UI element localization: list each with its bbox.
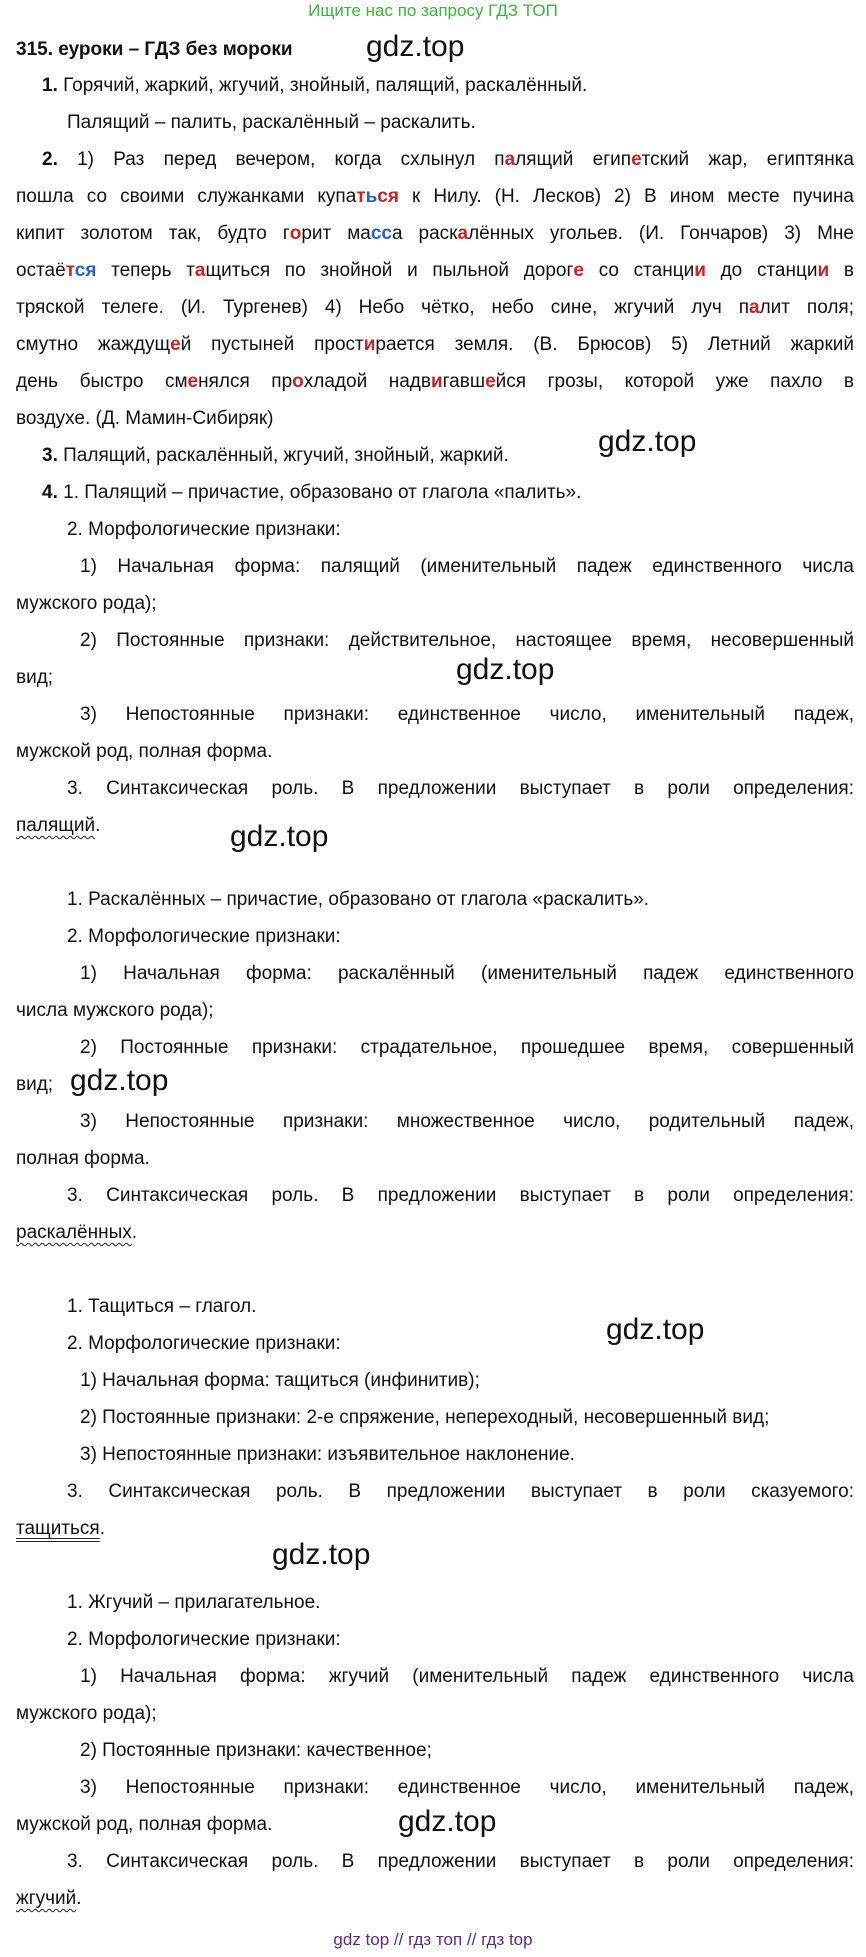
- parse2-l6a: 3. Синтаксическая роль. В предложении выступает в роли определения:: [67, 1185, 854, 1206]
- watermark: gdz.top: [598, 425, 697, 458]
- task4-line1: [42, 481, 854, 505]
- parse3-l1: 1. Тащиться – глагол.: [67, 1296, 257, 1317]
- parse3-word: тащиться: [16, 1518, 100, 1539]
- parse3-l3: 1) Начальная форма: тащиться (инфинитив);: [80, 1370, 480, 1391]
- parse4-l3a: 1) Начальная форма: жгучий (именительный падеж единственного числа: [80, 1666, 854, 1687]
- parse3-l6b: тащиться.: [16, 1518, 105, 1539]
- parse1-l6b: палящий.: [16, 815, 101, 836]
- parse4-l4: 2) Постоянные признаки: качественное;: [80, 1740, 432, 1761]
- task4-number: 4.: [42, 482, 58, 503]
- parse1-l3a: 1) Начальная форма: палящий (именительный падеж единственного числа: [80, 556, 854, 577]
- task2-line1: 2. 1) Раз перед вечером, когда схлынул палящий египетский жар, египтянка: [42, 149, 854, 170]
- parse1-l4a: 2) Постоянные признаки: действительное, настоящее время, несовершенный: [80, 630, 854, 651]
- parse1-l5b: мужской род, полная форма.: [16, 741, 273, 762]
- parse3-l4: 2) Постоянные признаки: 2-е спряжение, непереходный, несовершенный вид;: [80, 1407, 770, 1428]
- parse4-l3b: мужского рода);: [16, 1703, 157, 1724]
- task1-number: 1.: [42, 75, 58, 96]
- watermark: gdz.top: [272, 1538, 371, 1571]
- parse4-l1: 1. Жгучий – прилагательное.: [67, 1592, 321, 1613]
- parse2-l5b: полная форма.: [16, 1148, 150, 1169]
- watermark: gdz.top: [366, 30, 465, 63]
- task3-text: Палящий, раскалённый, жгучий, знойный, жаркий.: [63, 445, 509, 466]
- task2-line3: кипит золотом так, будто горит масса раскалённых угольев. (И. Гончаров) 3) Мне: [16, 223, 854, 244]
- task2-line5: тряской телеге. (И. Тургенев) 4) Небо чётко, небо сине, жгучий луч палит поля;: [16, 297, 855, 318]
- parse4-word: жгучий: [16, 1888, 77, 1909]
- parse2-l5a: 3) Непостоянные признаки: множественное число, родительный падеж,: [80, 1111, 854, 1132]
- parse2-l4a: 2) Постоянные признаки: страдательное, прошедшее время, совершенный: [80, 1037, 854, 1058]
- parse2-l1: 1. Раскалённых – причастие, образовано от глагола «раскалить».: [67, 889, 650, 910]
- task1-text: Горячий, жаркий, жгучий, знойный, палящий, раскалённый.: [63, 75, 588, 96]
- task2-number: 2.: [42, 149, 58, 170]
- parse4-l6b: жгучий.: [16, 1888, 82, 1909]
- ad-banner[interactable]: Ищите нас по запросу ГДЗ ТОП: [308, 1, 558, 20]
- parse4-l5b: мужской род, полная форма.: [16, 1814, 273, 1835]
- parse1-l4b: вид;: [16, 667, 54, 688]
- parse2-word: раскалённых: [16, 1222, 132, 1243]
- parse3-l2: 2. Морфологические признаки:: [67, 1333, 341, 1354]
- parse1-l2: 2. Морфологические признаки:: [67, 519, 341, 540]
- task2-line2: пошла со своими служанками купаться к Нилу. (Н. Лесков) 2) В ином месте пучина: [16, 186, 855, 207]
- parse4-l2: 2. Морфологические признаки:: [67, 1629, 341, 1650]
- task2-line4: остаётся теперь тащиться по знойной и пыльной дороге со станции до станции в: [16, 260, 854, 281]
- task1-line1: [42, 74, 854, 98]
- watermark: gdz.top: [398, 1805, 497, 1838]
- parse3-l6a: 3. Синтаксическая роль. В предложении выступает в роли сказуемого:: [67, 1481, 854, 1502]
- parse3-l5: 3) Непостоянные признаки: изъявительное наклонение.: [80, 1444, 575, 1465]
- parse4-l5a: 3) Непостоянные признаки: единственное число, именительный падеж,: [80, 1777, 854, 1798]
- footer-links[interactable]: gdz top // гдз топ // гдз top: [333, 1930, 533, 1949]
- parse1-l6a: 3. Синтаксическая роль. В предложении выступает в роли определения:: [67, 778, 854, 799]
- watermark: gdz.top: [606, 1313, 705, 1346]
- parse2-l4b: вид;: [16, 1074, 54, 1095]
- task1-line2: Палящий – палить, раскалённый – раскалить.: [67, 112, 476, 133]
- exercise-heading: 315. еуроки – ГДЗ без мороки: [16, 39, 293, 60]
- parse1-l3b: мужского рода);: [16, 593, 157, 614]
- watermark: gdz.top: [456, 653, 555, 686]
- watermark: gdz.top: [70, 1064, 169, 1097]
- task2-line8: воздухе. (Д. Мамин-Сибиряк): [16, 408, 274, 429]
- parse2-l6b: раскалённых.: [16, 1222, 138, 1243]
- parse2-l3a: 1) Начальная форма: раскалённый (именительный падеж единственного: [80, 963, 854, 984]
- parse1-l1: 1. Палящий – причастие, образовано от глагола «палить».: [63, 482, 582, 503]
- parse1-l5a: 3) Непостоянные признаки: единственное число, именительный падеж,: [80, 704, 854, 725]
- watermark: gdz.top: [230, 820, 329, 853]
- task2-line6: смутно жаждущей пустыней простирается земля. (В. Брюсов) 5) Летний жаркий: [16, 334, 854, 355]
- task2-line7: день быстро сменялся прохладой надвигавшейся грозы, которой уже пахло в: [16, 371, 854, 392]
- parse4-l6a: 3. Синтаксическая роль. В предложении выступает в роли определения:: [67, 1851, 854, 1872]
- parse2-l3b: числа мужского рода);: [16, 1000, 214, 1021]
- task3-number: 3.: [42, 445, 58, 466]
- parse1-word: палящий: [16, 815, 96, 836]
- parse2-l2: 2. Морфологические признаки:: [67, 926, 341, 947]
- task3-line: [42, 444, 854, 468]
